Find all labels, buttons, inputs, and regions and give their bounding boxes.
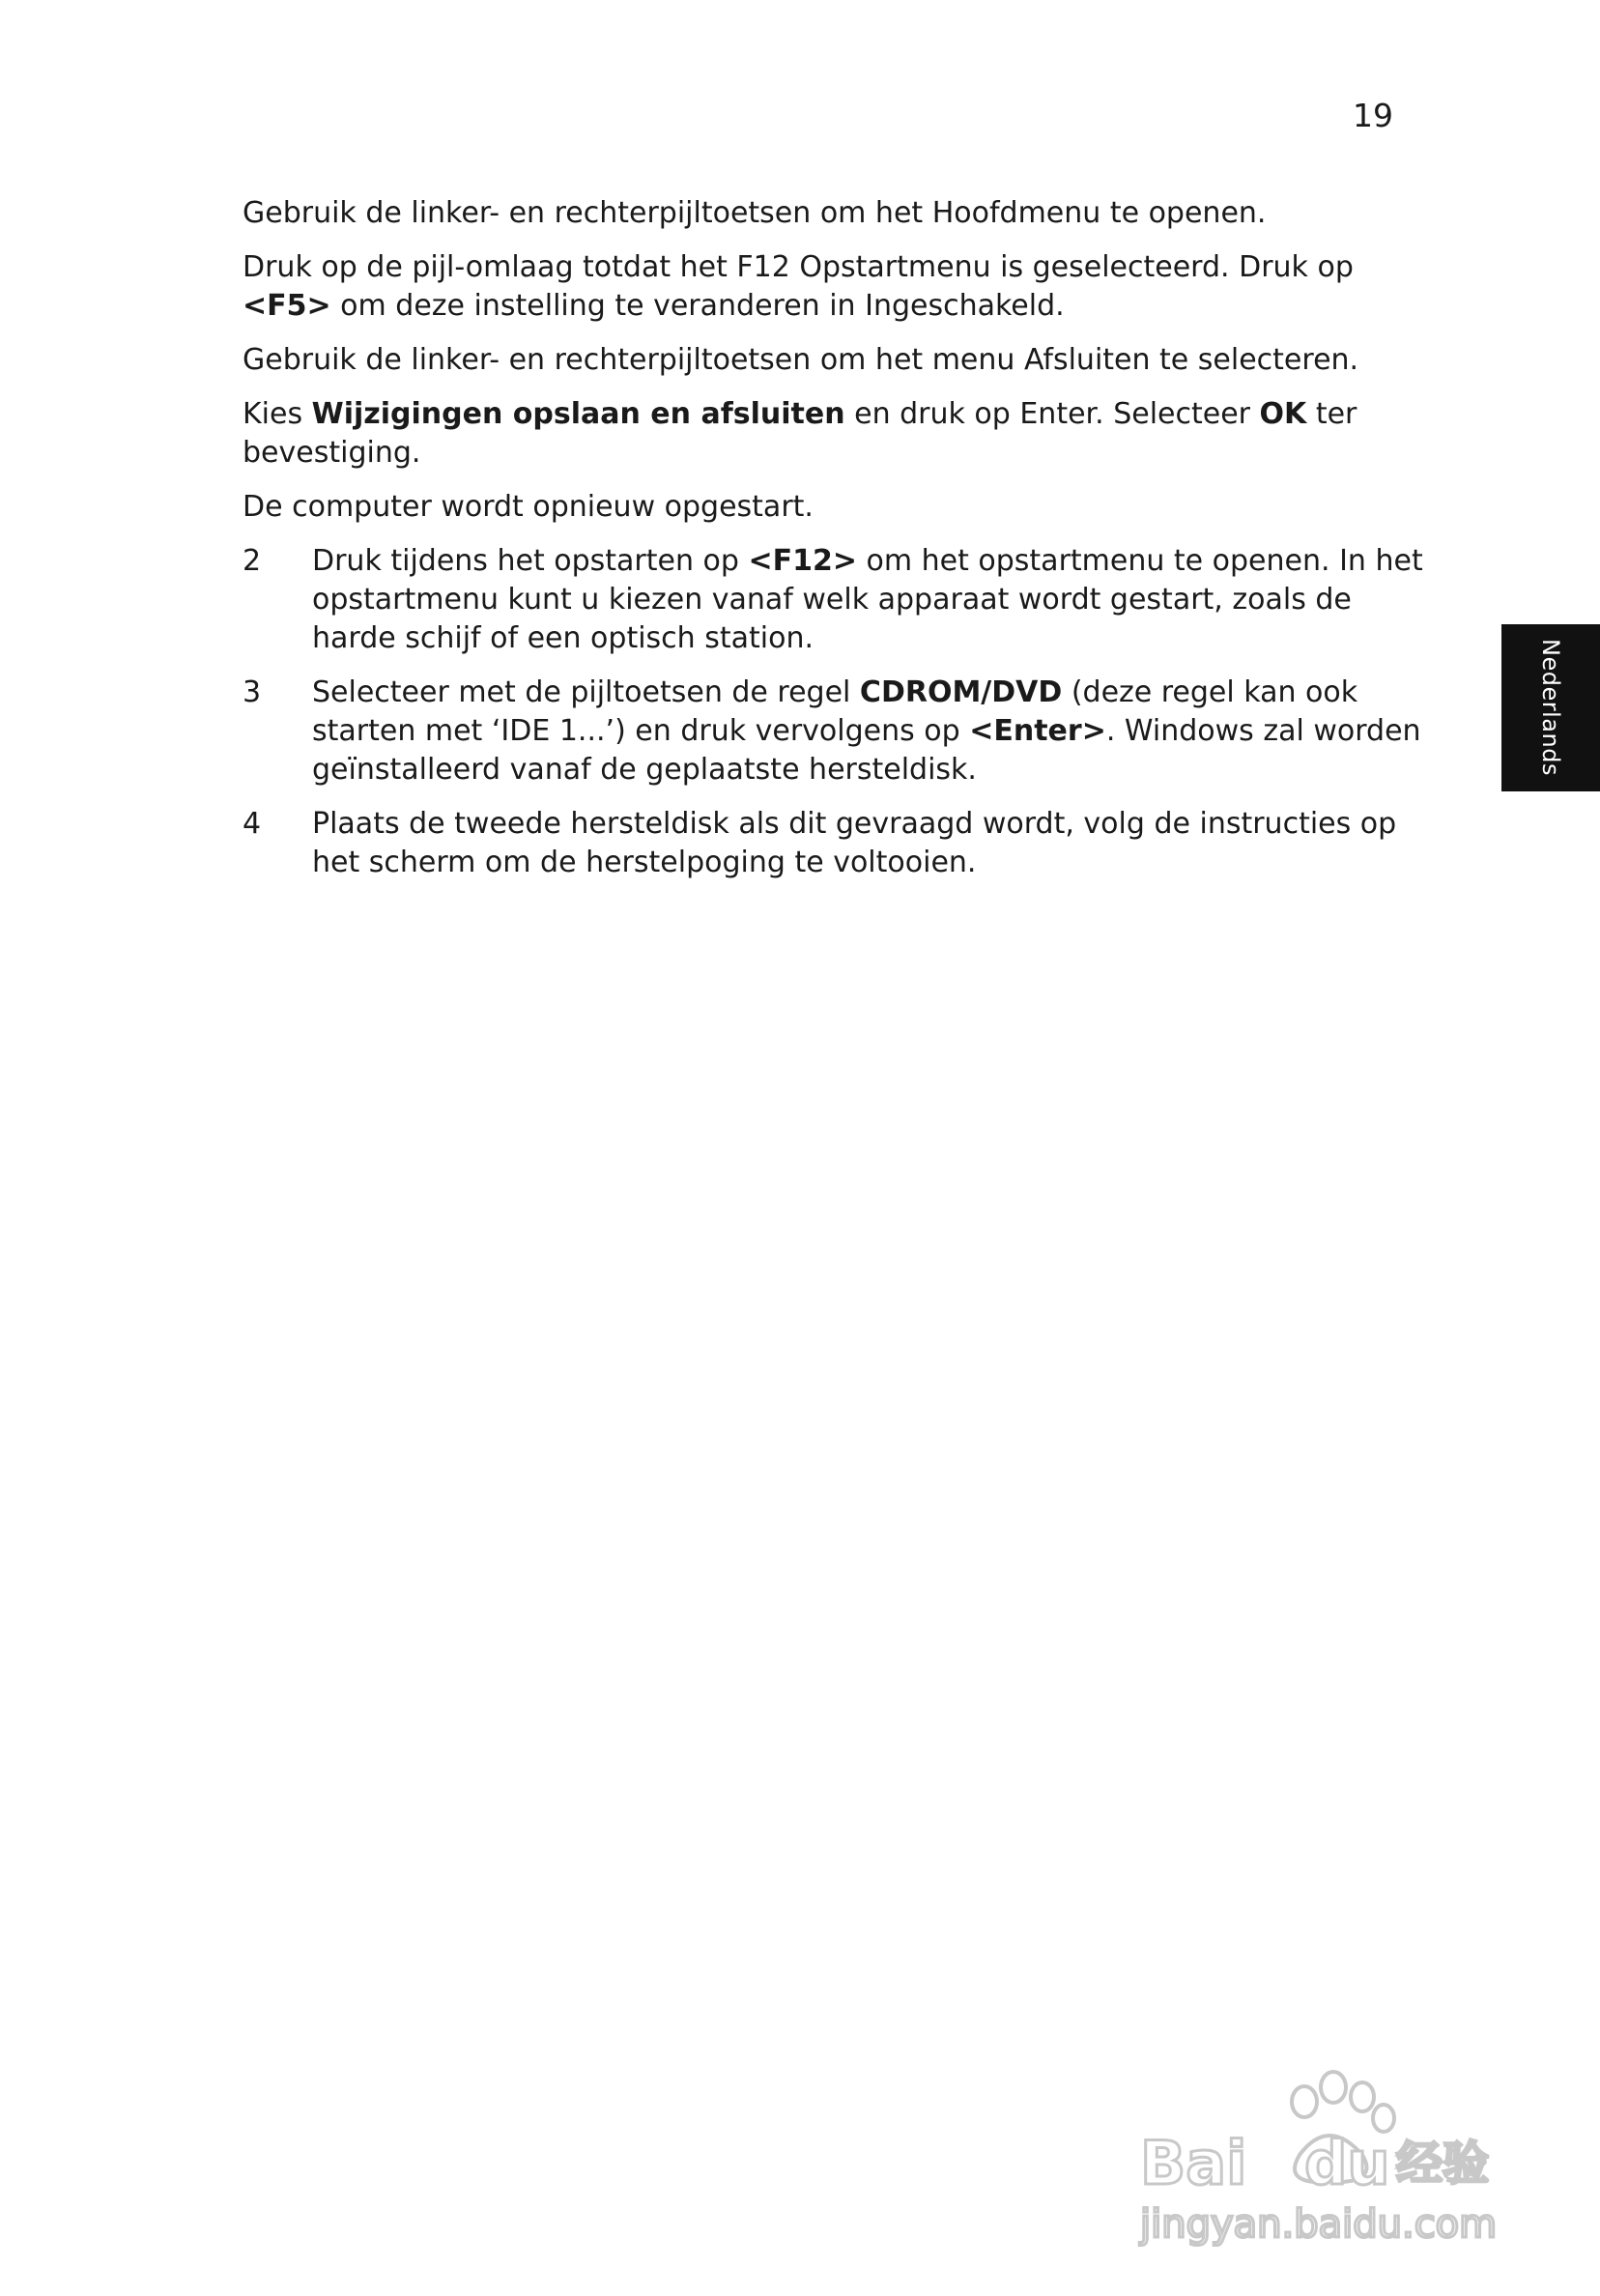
document-body	[243, 194, 1423, 898]
baidu-jingyan-watermark-logo	[1130, 2049, 1507, 2252]
text-run: Kies	[243, 397, 312, 431]
text-run: . Windows zal worden	[1105, 714, 1421, 748]
text-line	[312, 581, 1402, 619]
watermark-url: jingyan.baidu.com	[1140, 2202, 1498, 2247]
svg-text:du: du	[1304, 2128, 1390, 2198]
text-run: Druk op de pijl-omlaag totdat het F12 Opstartmenu is geselecteerd. Druk op	[243, 250, 1354, 284]
text-run: starten met ‘IDE 1...’) en druk vervolgens op	[312, 714, 970, 748]
emphasized-text: <F5>	[243, 289, 331, 323]
text-line	[243, 194, 1402, 233]
emphasized-text: OK	[1259, 397, 1307, 431]
text-line	[312, 751, 1402, 789]
paragraph	[243, 395, 1402, 473]
text-line	[243, 248, 1402, 287]
numbered-step	[243, 805, 1402, 882]
text-run: ter	[1306, 397, 1357, 431]
text-run: (deze regel kan ook	[1062, 675, 1358, 709]
emphasized-text: <F12>	[748, 544, 857, 578]
step-number: 2	[243, 544, 262, 578]
text-run: het scherm om de herstelpoging te voltooien.	[312, 846, 977, 879]
text-line	[312, 674, 1402, 712]
step-number: 4	[243, 807, 262, 841]
paragraph	[243, 488, 1402, 527]
text-run: opstartmenu kunt u kiezen vanaf welk apparaat wordt gestart, zoals de	[312, 583, 1352, 617]
text-run: Plaats de tweede hersteldisk als dit gevraagd wordt, volg de instructies op	[312, 807, 1397, 841]
text-run: om het opstartmenu te openen. In het	[856, 544, 1423, 578]
text-run: harde schijf of een optisch station.	[312, 621, 814, 655]
paragraph	[243, 341, 1402, 380]
text-line	[312, 542, 1423, 581]
emphasized-text: CDROM/DVD	[859, 675, 1063, 709]
paragraph	[243, 194, 1402, 233]
text-run: De computer wordt opnieuw opgestart.	[243, 490, 814, 524]
language-tab-label: Nederlands	[1537, 639, 1564, 776]
text-line	[312, 844, 1402, 882]
numbered-step	[243, 542, 1423, 658]
text-line	[312, 619, 1402, 658]
step-number: 3	[243, 675, 262, 709]
paragraph	[243, 248, 1402, 326]
text-line	[243, 287, 1402, 326]
emphasized-text: <Enter>	[969, 714, 1106, 748]
text-run: en druk op Enter. Selecteer	[844, 397, 1260, 431]
text-line	[243, 341, 1402, 380]
text-run: om deze instelling te veranderen in Ingeschakeld.	[330, 289, 1065, 323]
text-run: geïnstalleerd vanaf de geplaatste hersteldisk.	[312, 753, 977, 787]
text-line	[312, 712, 1421, 751]
text-run: Gebruik de linker- en rechterpijltoetsen om het menu Afsluiten te selecteren.	[243, 343, 1359, 377]
text-line	[243, 434, 1402, 473]
text-run: Gebruik de linker- en rechterpijltoetsen om het Hoofdmenu te openen.	[243, 196, 1267, 230]
text-run: Selecteer met de pijltoetsen de regel	[312, 675, 860, 709]
watermark-brand: Bai	[1140, 2128, 1247, 2198]
text-run: bevestiging.	[243, 436, 421, 470]
svg-text:经验: 经验	[1396, 2137, 1490, 2191]
text-line	[312, 805, 1402, 844]
text-line	[243, 395, 1402, 434]
numbered-step	[243, 674, 1421, 789]
text-run: Druk tijdens het opstarten op	[312, 544, 749, 578]
language-tab	[1501, 624, 1600, 791]
page-number: 19	[1353, 97, 1393, 134]
emphasized-text: Wijzigingen opslaan en afsluiten	[311, 397, 845, 431]
text-line	[243, 488, 1402, 527]
